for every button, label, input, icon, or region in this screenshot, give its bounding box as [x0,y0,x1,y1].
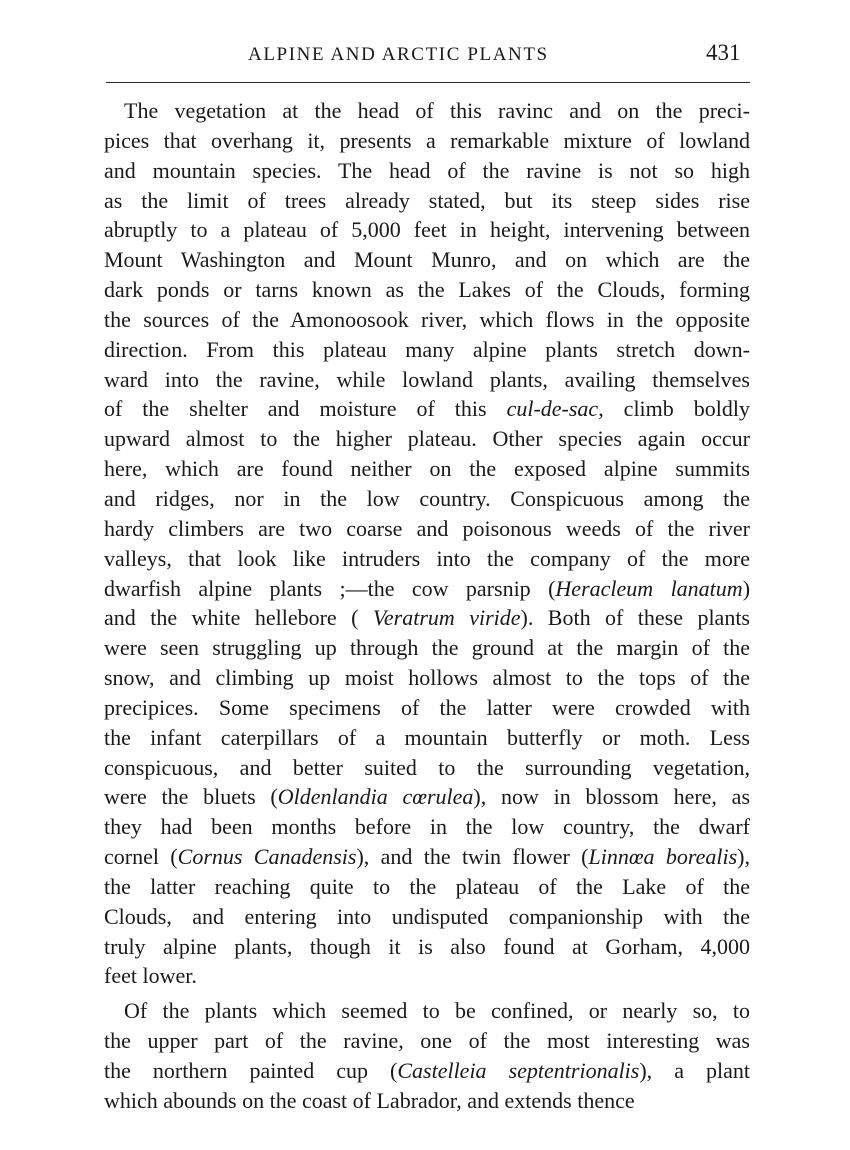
latin-name: Heracleum lanatum [555,575,743,601]
text-line: which abounds on the coast of Labrador, and extends thence [104,1087,635,1113]
text-line: cornel (Cornus Canadensis), and the twin flower (Linnœa borealis), [104,844,750,870]
text-line: they had been months before in the low country, the dwarf [104,814,750,840]
text-line: ward into the ravine, while lowland plants, availing themselves [104,366,750,392]
text-line: conspicuous, and better suited to the surrounding vegetation, [104,754,750,780]
page-number: 431 [706,40,741,65]
text-line: as the limit of trees already stated, but its steep sides rise [104,187,750,213]
text-line: Clouds, and entering into undisputed companionship with the [104,903,750,929]
latin-name: cul-de-sac [506,396,599,422]
text-line: direction. From this plateau many alpine plants stretch down- [104,336,750,362]
latin-name: Veratrum viride [372,605,521,631]
text-line: here, which are found neither on the exposed alpine summits [104,456,750,482]
text-line: hardy climbers are two coarse and poisonous weeds of the river [104,515,750,541]
text-line: precipices. Some specimens of the latter were crowded with [104,694,750,720]
header-rule [106,82,750,83]
paragraph [104,996,750,1115]
latin-name: Castelleia septentrionalis [397,1058,640,1083]
paragraph [104,96,750,991]
text-line: truly alpine plants, though it is also found at Gorham, 4,000 [104,933,750,959]
running-head [0,38,850,78]
body-text [104,96,750,1116]
text-line: valleys, that look like intruders into the company of the more [104,545,750,571]
text-line: dwarfish alpine plants ;—the cow parsnip (Heracleum lanatum) [104,575,751,601]
latin-name: Linnœa borealis [588,844,738,870]
text-line: of the shelter and moisture of this cul-de-sac, climb boldly [104,396,750,422]
text-line: the infant caterpillars of a mountain butterfly or moth. Less [104,724,750,750]
text-line: dark ponds or tarns known as the Lakes of the Clouds, forming [104,277,750,303]
latin-name: Oldenlandia cœrulea [277,784,474,810]
text-line: the latter reaching quite to the plateau of the Lake of the [104,873,750,899]
text-line: and mountain species. The head of the ravine is not so high [104,157,750,183]
text-line: were the bluets (Oldenlandia cœrulea), now in blossom here, as [104,784,751,810]
text-line: pices that overhang it, presents a remarkable mixture of lowland [104,127,750,153]
text-line: the northern painted cup (Castelleia septentrionalis), a plant [104,1058,750,1083]
text-line: The vegetation at the head of this ravinc and on the preci- [124,98,750,123]
text-line: abruptly to a plateau of 5,000 feet in height, intervening between [104,217,750,243]
text-line: Of the plants which seemed to be confined, or nearly so, to [124,998,750,1024]
text-line: snow, and climbing up moist hollows almost to the tops of the [104,665,750,691]
text-line: were seen struggling up through the ground at the margin of the [104,635,750,661]
text-line: the sources of the Amonoosook river, which flows in the opposite [104,306,750,332]
running-title: ALPINE AND ARCTIC PLANTS [248,44,549,65]
latin-name: Cornus Canadensis [177,844,357,870]
text-line: and ridges, nor in the low country. Conspicuous among the [104,485,750,511]
text-line: the upper part of the ravine, one of the most interesting was [104,1028,750,1054]
text-line: Mount Washington and Mount Munro, and on which are the [104,247,750,273]
text-line: and the white hellebore ( Veratrum viride). Both of these plants [104,605,750,631]
text-line: feet lower. [104,963,197,989]
text-line: upward almost to the higher plateau. Other species again occur [104,426,750,452]
